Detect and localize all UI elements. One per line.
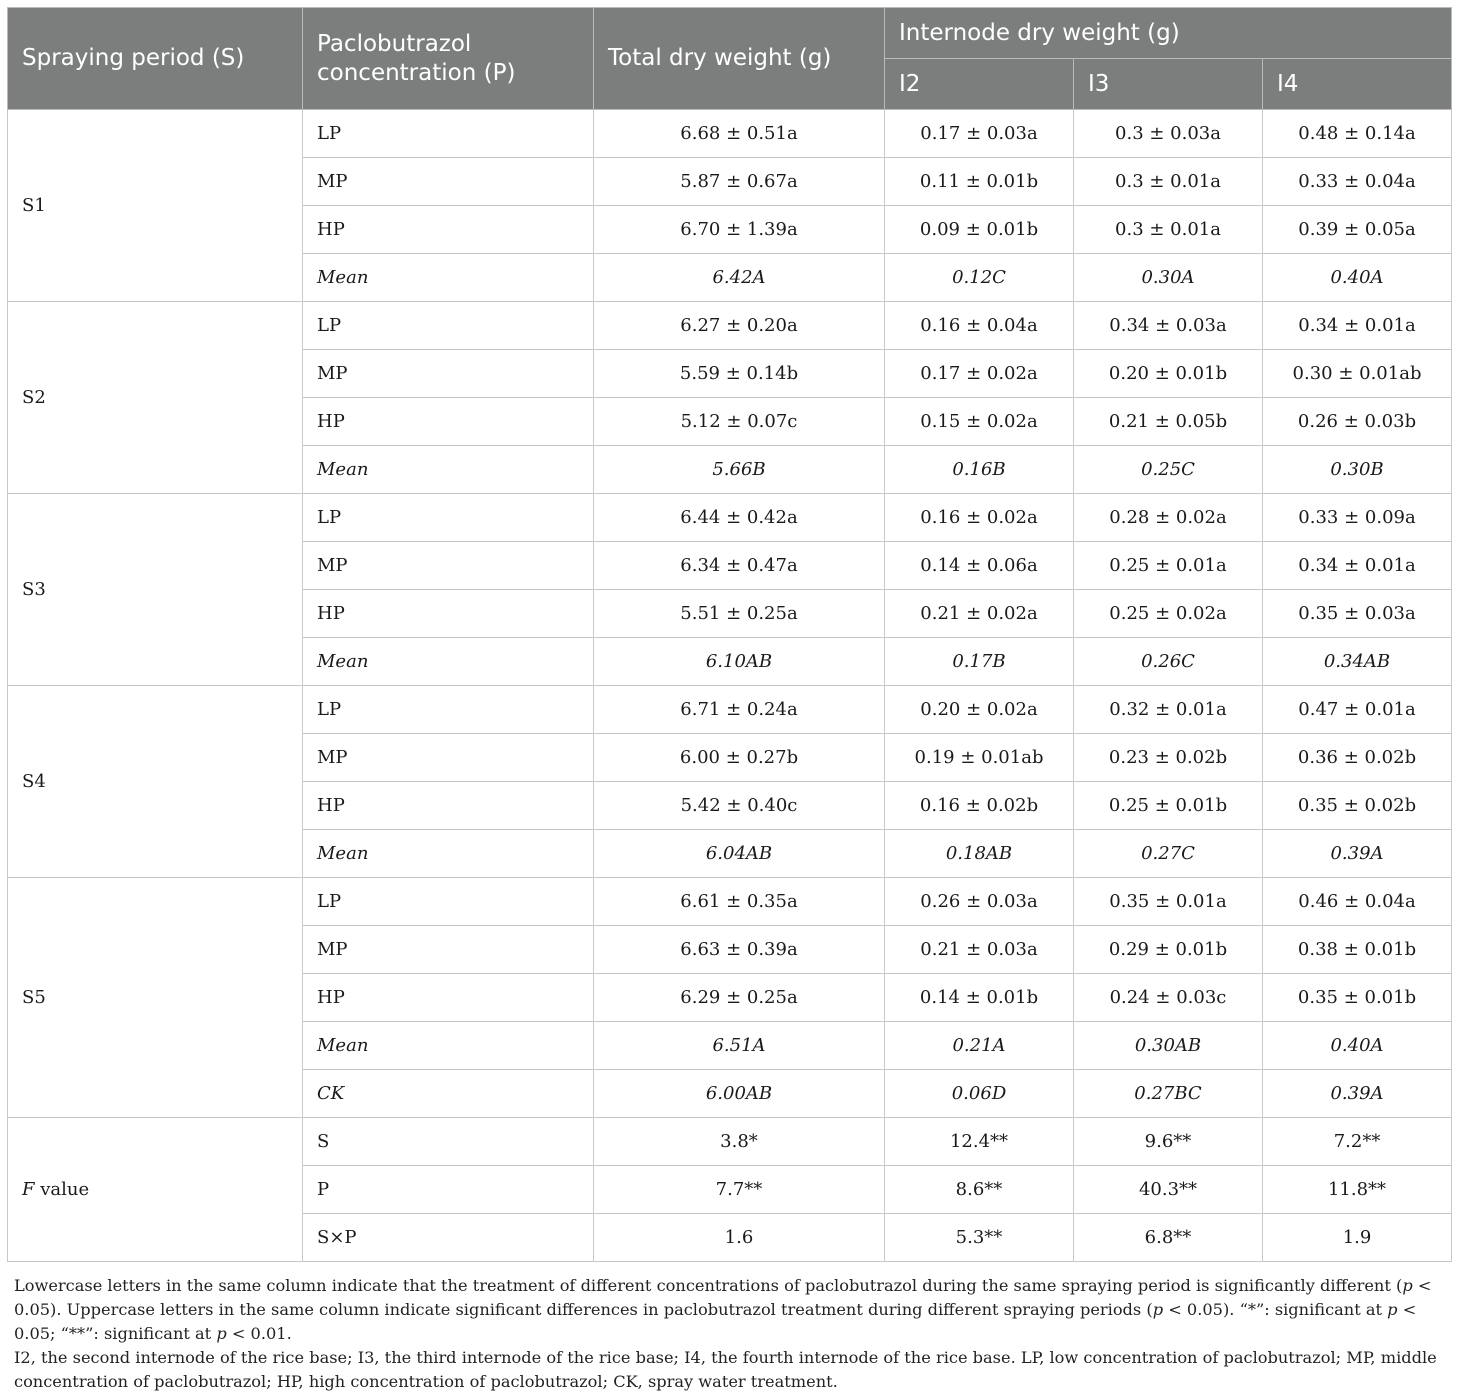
cell-i4: 0.34 ± 0.01a <box>1263 302 1452 350</box>
cell-i4: 0.40A <box>1263 1022 1452 1070</box>
cell-total: 3.8* <box>594 1118 885 1166</box>
cell-i2: 0.12C <box>885 254 1074 302</box>
cell-total: 6.71 ± 0.24a <box>594 686 885 734</box>
cell-total: 6.51A <box>594 1022 885 1070</box>
cell-i2: 0.17 ± 0.03a <box>885 110 1074 158</box>
cell-i4: 0.26 ± 0.03b <box>1263 398 1452 446</box>
cell-concentration: MP <box>303 926 594 974</box>
cell-i4: 0.35 ± 0.01b <box>1263 974 1452 1022</box>
cell-i2: 0.21 ± 0.02a <box>885 590 1074 638</box>
cell-total: 6.29 ± 0.25a <box>594 974 885 1022</box>
cell-i3: 0.3 ± 0.01a <box>1074 158 1263 206</box>
p-variable: p <box>1387 1300 1398 1319</box>
cell-concentration: Mean <box>303 254 594 302</box>
cell-total: 1.6 <box>594 1214 885 1262</box>
cell-concentration: LP <box>303 494 594 542</box>
group-label-s3: S3 <box>8 494 303 686</box>
cell-concentration: LP <box>303 110 594 158</box>
cell-i3: 0.25 ± 0.01b <box>1074 782 1263 830</box>
table-row-f <box>8 1118 1452 1166</box>
cell-i3: 0.27C <box>1074 830 1263 878</box>
p-variable: p <box>216 1324 227 1343</box>
cell-total: 6.70 ± 1.39a <box>594 206 885 254</box>
group-label-s4: S4 <box>8 686 303 878</box>
p-variable: p <box>1402 1276 1413 1295</box>
cell-i4: 0.33 ± 0.09a <box>1263 494 1452 542</box>
cell-i4: 7.2** <box>1263 1118 1452 1166</box>
cell-i4: 11.8** <box>1263 1166 1452 1214</box>
cell-concentration: LP <box>303 302 594 350</box>
cell-i4: 0.30 ± 0.01ab <box>1263 350 1452 398</box>
cell-concentration: HP <box>303 398 594 446</box>
cell-i3: 0.3 ± 0.01a <box>1074 206 1263 254</box>
cell-i4: 0.35 ± 0.03a <box>1263 590 1452 638</box>
cell-i2: 12.4** <box>885 1118 1074 1166</box>
cell-i2: 0.15 ± 0.02a <box>885 398 1074 446</box>
cell-i4: 0.39 ± 0.05a <box>1263 206 1452 254</box>
cell-concentration: HP <box>303 206 594 254</box>
cell-i3: 0.32 ± 0.01a <box>1074 686 1263 734</box>
footnote-text: < 0.01. <box>226 1324 292 1343</box>
table-row <box>8 110 1452 158</box>
cell-i2: 0.21A <box>885 1022 1074 1070</box>
cell-i2: 0.14 ± 0.01b <box>885 974 1074 1022</box>
cell-source: S×P <box>303 1214 594 1262</box>
cell-i4: 0.34 ± 0.01a <box>1263 542 1452 590</box>
cell-i2: 0.06D <box>885 1070 1074 1118</box>
cell-i2: 8.6** <box>885 1166 1074 1214</box>
header-total-dry-weight: Total dry weight (g) <box>594 8 885 110</box>
cell-i3: 0.29 ± 0.01b <box>1074 926 1263 974</box>
cell-total: 5.42 ± 0.40c <box>594 782 885 830</box>
cell-i2: 0.17 ± 0.02a <box>885 350 1074 398</box>
p-variable: p <box>1152 1300 1164 1319</box>
cell-total: 5.87 ± 0.67a <box>594 158 885 206</box>
cell-concentration: Mean <box>303 446 594 494</box>
cell-concentration: HP <box>303 974 594 1022</box>
cell-total: 5.59 ± 0.14b <box>594 350 885 398</box>
cell-total: 6.42A <box>594 254 885 302</box>
footnote-significance <box>14 1274 1446 1346</box>
cell-i2: 5.3** <box>885 1214 1074 1262</box>
group-label-f-value <box>8 1118 303 1262</box>
cell-total: 5.12 ± 0.07c <box>594 398 885 446</box>
cell-concentration: Mean <box>303 1022 594 1070</box>
cell-i3: 0.35 ± 0.01a <box>1074 878 1263 926</box>
group-label-s5: S5 <box>8 878 303 1118</box>
cell-i3: 0.27BC <box>1074 1070 1263 1118</box>
cell-total: 6.63 ± 0.39a <box>594 926 885 974</box>
header-i2: I2 <box>885 59 1074 110</box>
cell-total: 5.51 ± 0.25a <box>594 590 885 638</box>
cell-i3: 40.3** <box>1074 1166 1263 1214</box>
cell-total: 7.7** <box>594 1166 885 1214</box>
cell-i4: 0.48 ± 0.14a <box>1263 110 1452 158</box>
cell-i3: 0.25 ± 0.02a <box>1074 590 1263 638</box>
header-internode-dry-weight: Internode dry weight (g) <box>885 8 1452 59</box>
footnote-text: Lowercase letters in the same column indicate that the treatment of different concentrations of paclobutrazol during the same spraying period is significantly different ( <box>14 1276 1403 1295</box>
cell-concentration: CK <box>303 1070 594 1118</box>
f-label-italic: F <box>22 1179 35 1200</box>
cell-i2: 0.14 ± 0.06a <box>885 542 1074 590</box>
dry-weight-table <box>7 7 1452 1262</box>
results-table-container <box>7 7 1451 1262</box>
cell-i3: 0.30AB <box>1074 1022 1263 1070</box>
cell-i2: 0.16 ± 0.02a <box>885 494 1074 542</box>
cell-concentration: MP <box>303 158 594 206</box>
cell-i4: 0.30B <box>1263 446 1452 494</box>
footnote-text: < 0.05). Uppercase letters in the same column indicate significant differences in paclobutrazol treatment during different spraying periods ( <box>14 1276 1432 1319</box>
cell-i3: 0.23 ± 0.02b <box>1074 734 1263 782</box>
cell-i3: 0.21 ± 0.05b <box>1074 398 1263 446</box>
cell-i4: 0.33 ± 0.04a <box>1263 158 1452 206</box>
footnote-abbreviations: I2, the second internode of the rice base; I3, the third internode of the rice base; I4, the fourth internode of the rice base. LP, low concentration of paclobutrazol; MP, middle concentration of paclobutrazol; HP, high concentration of paclobutrazol; CK, spray water treatment. <box>14 1348 1437 1391</box>
table-row <box>8 686 1452 734</box>
footnote-text: < 0.05). “*”: significant at <box>1163 1300 1388 1319</box>
header-concentration: Paclobutrazol concentration (P) <box>303 8 594 110</box>
cell-i4: 0.40A <box>1263 254 1452 302</box>
cell-i4: 0.38 ± 0.01b <box>1263 926 1452 974</box>
cell-total: 6.61 ± 0.35a <box>594 878 885 926</box>
cell-i3: 0.20 ± 0.01b <box>1074 350 1263 398</box>
cell-i3: 0.34 ± 0.03a <box>1074 302 1263 350</box>
cell-i2: 0.19 ± 0.01ab <box>885 734 1074 782</box>
cell-i4: 1.9 <box>1263 1214 1452 1262</box>
cell-source: S <box>303 1118 594 1166</box>
cell-total: 6.10AB <box>594 638 885 686</box>
cell-total: 6.34 ± 0.47a <box>594 542 885 590</box>
cell-total: 6.00AB <box>594 1070 885 1118</box>
cell-total: 5.66B <box>594 446 885 494</box>
cell-i3: 0.25C <box>1074 446 1263 494</box>
cell-i3: 0.26C <box>1074 638 1263 686</box>
cell-i3: 0.25 ± 0.01a <box>1074 542 1263 590</box>
group-label-s2: S2 <box>8 302 303 494</box>
cell-i2: 0.18AB <box>885 830 1074 878</box>
cell-total: 6.27 ± 0.20a <box>594 302 885 350</box>
cell-i2: 0.16B <box>885 446 1074 494</box>
cell-i2: 0.16 ± 0.04a <box>885 302 1074 350</box>
table-row <box>8 878 1452 926</box>
footnote-text: < 0.05; “**”: significant at <box>14 1300 1417 1343</box>
cell-concentration: MP <box>303 734 594 782</box>
cell-i4: 0.36 ± 0.02b <box>1263 734 1452 782</box>
cell-concentration: LP <box>303 878 594 926</box>
table-footnote <box>14 1274 1446 1394</box>
table-row <box>8 302 1452 350</box>
cell-concentration: HP <box>303 590 594 638</box>
cell-total: 6.44 ± 0.42a <box>594 494 885 542</box>
cell-total: 6.00 ± 0.27b <box>594 734 885 782</box>
cell-i3: 0.3 ± 0.03a <box>1074 110 1263 158</box>
group-label-s1: S1 <box>8 110 303 302</box>
cell-i2: 0.21 ± 0.03a <box>885 926 1074 974</box>
cell-concentration: LP <box>303 686 594 734</box>
cell-i2: 0.26 ± 0.03a <box>885 878 1074 926</box>
cell-i3: 0.24 ± 0.03c <box>1074 974 1263 1022</box>
cell-concentration: HP <box>303 782 594 830</box>
cell-source: P <box>303 1166 594 1214</box>
cell-total: 6.04AB <box>594 830 885 878</box>
cell-i2: 0.16 ± 0.02b <box>885 782 1074 830</box>
header-i3: I3 <box>1074 59 1263 110</box>
cell-i4: 0.39A <box>1263 1070 1452 1118</box>
cell-concentration: MP <box>303 542 594 590</box>
cell-i2: 0.09 ± 0.01b <box>885 206 1074 254</box>
cell-i3: 9.6** <box>1074 1118 1263 1166</box>
header-i4: I4 <box>1263 59 1452 110</box>
cell-i4: 0.39A <box>1263 830 1452 878</box>
table-row <box>8 494 1452 542</box>
cell-i4: 0.34AB <box>1263 638 1452 686</box>
cell-i4: 0.47 ± 0.01a <box>1263 686 1452 734</box>
cell-total: 6.68 ± 0.51a <box>594 110 885 158</box>
cell-i4: 0.35 ± 0.02b <box>1263 782 1452 830</box>
cell-i4: 0.46 ± 0.04a <box>1263 878 1452 926</box>
cell-i2: 0.11 ± 0.01b <box>885 158 1074 206</box>
cell-i2: 0.20 ± 0.02a <box>885 686 1074 734</box>
cell-i3: 6.8** <box>1074 1214 1263 1262</box>
cell-concentration: Mean <box>303 830 594 878</box>
header-spraying-period: Spraying period (S) <box>8 8 303 110</box>
cell-i3: 0.28 ± 0.02a <box>1074 494 1263 542</box>
cell-i3: 0.30A <box>1074 254 1263 302</box>
cell-concentration: Mean <box>303 638 594 686</box>
cell-concentration: MP <box>303 350 594 398</box>
cell-i2: 0.17B <box>885 638 1074 686</box>
f-label-rest: value <box>34 1179 90 1200</box>
